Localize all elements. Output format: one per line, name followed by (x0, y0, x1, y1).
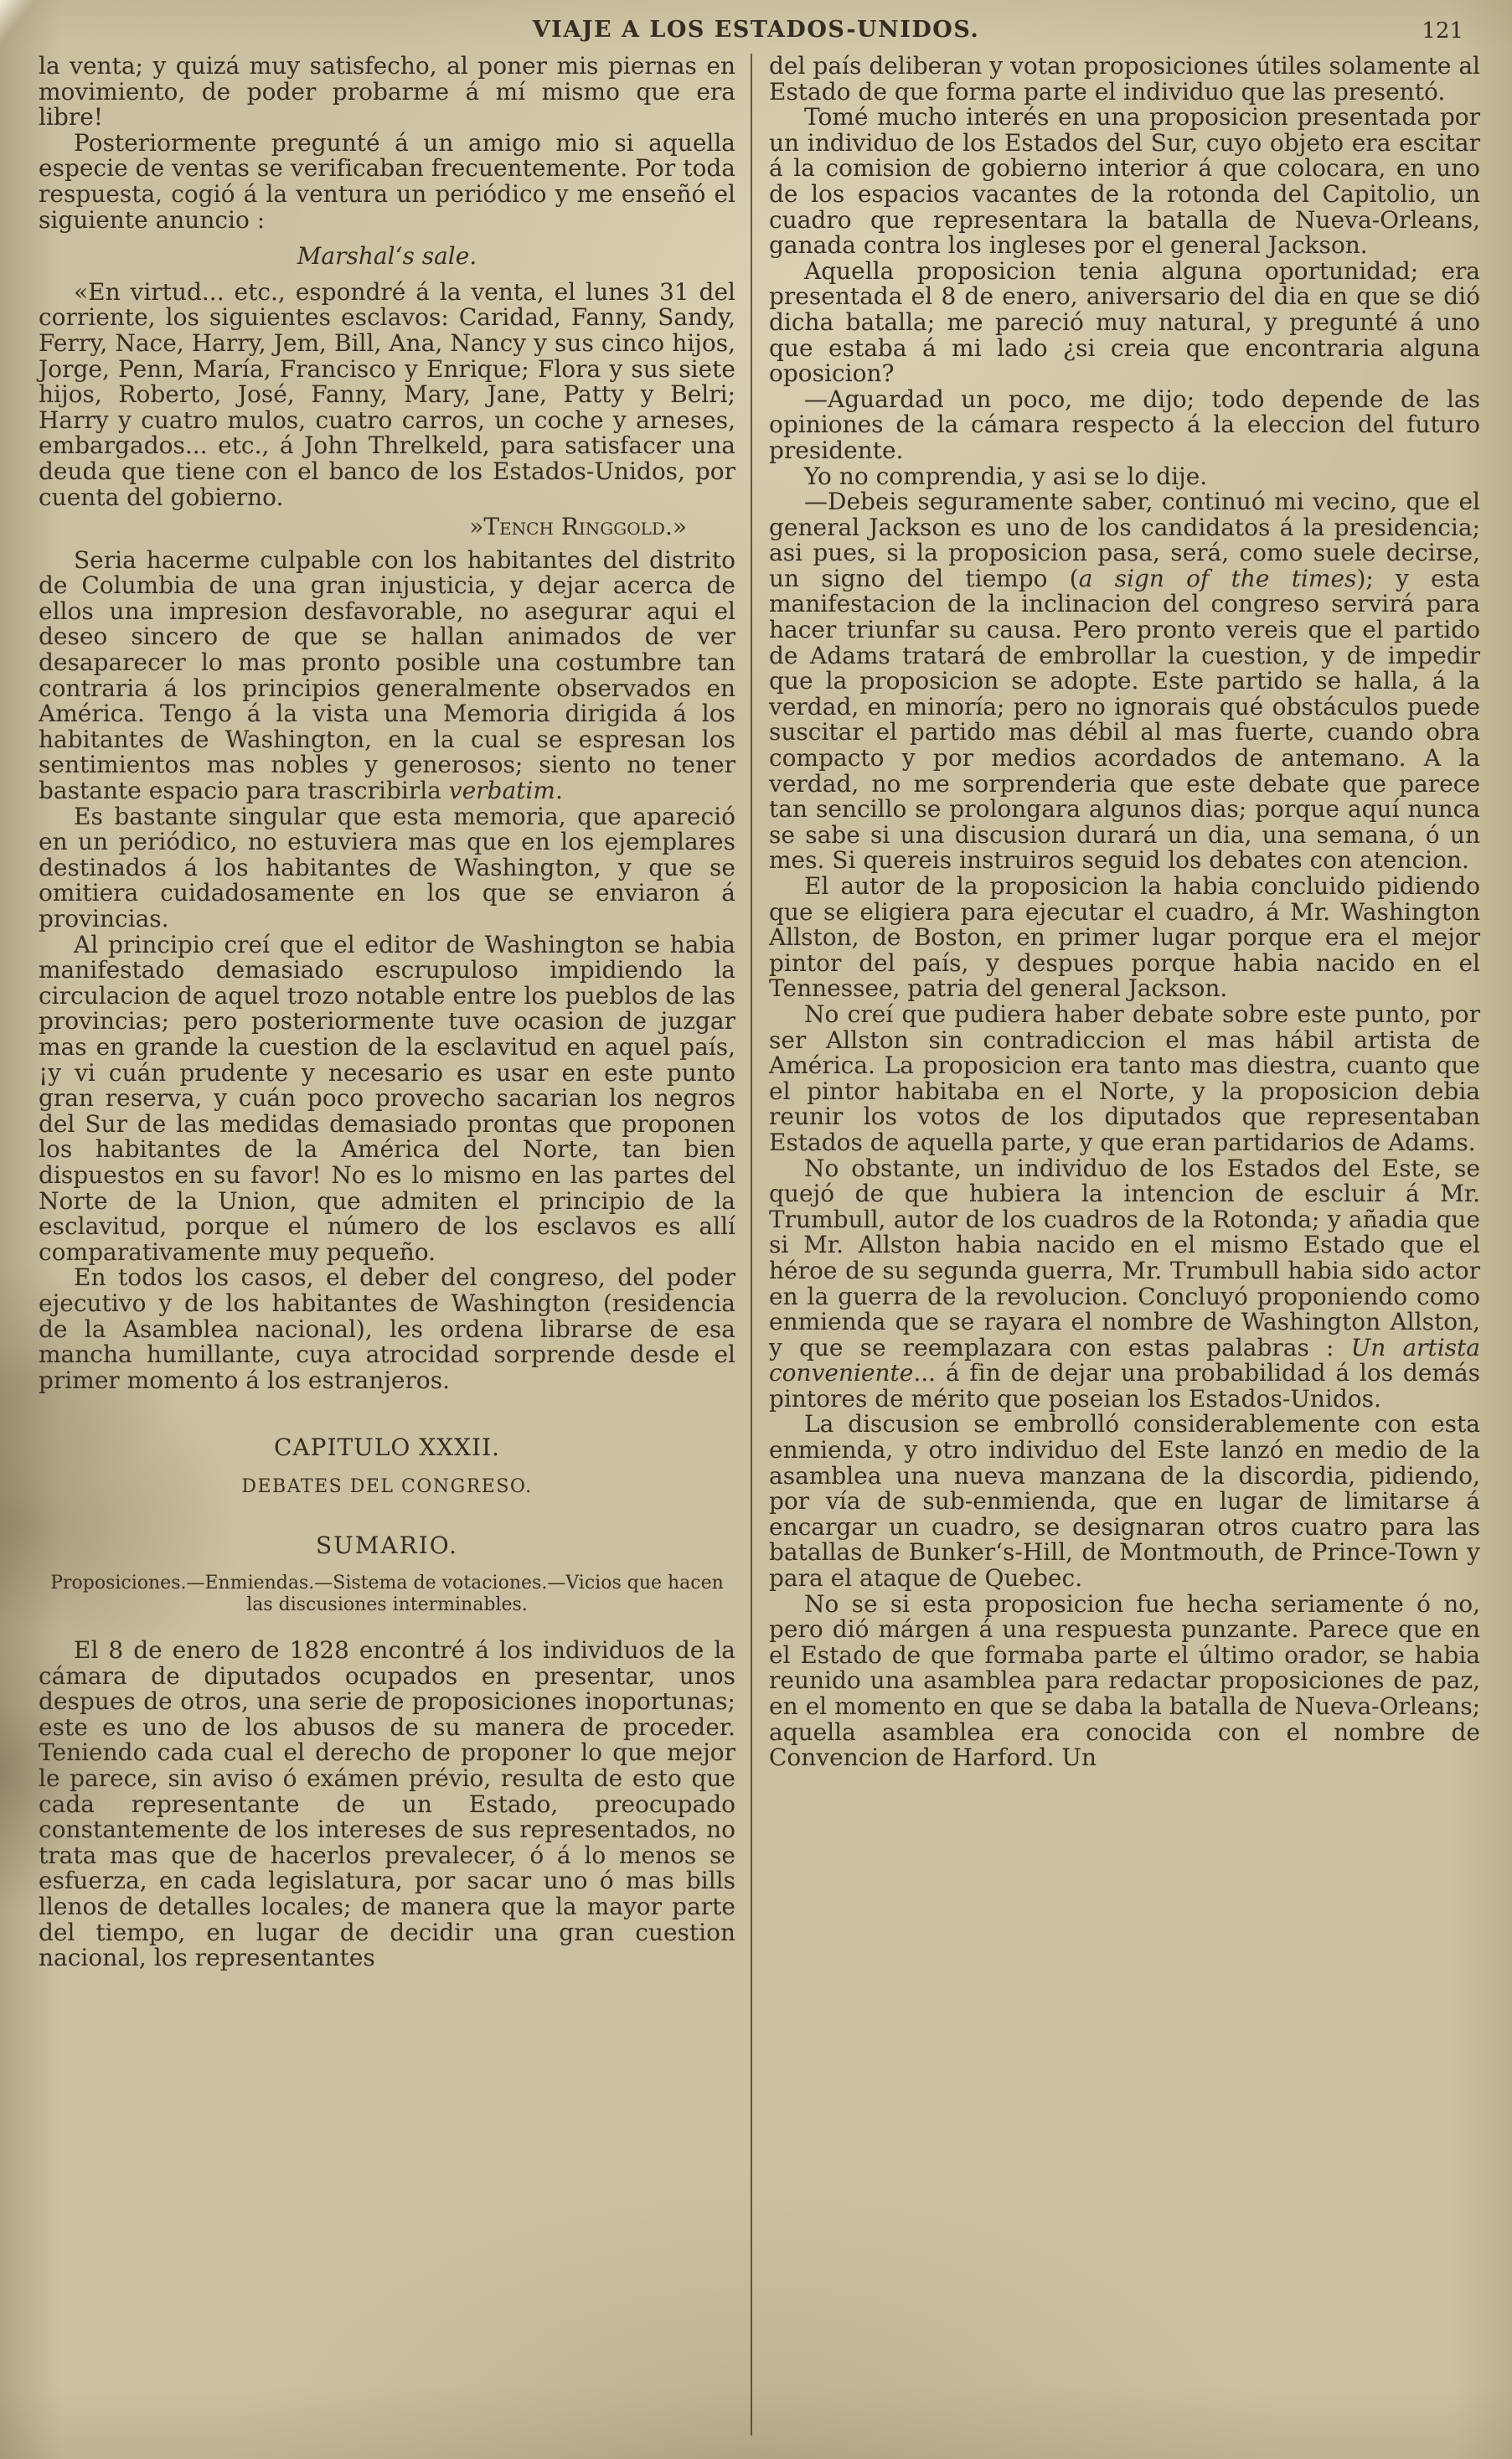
paragraph: del país deliberan y votan proposiciones útiles solamente al Estado de que forma parte el individuo que las presentó. (769, 52, 1480, 106)
page-number: 121 (1422, 18, 1463, 44)
paragraph: Aquella proposicion tenia alguna oportunidad; era presentada el 8 de enero, aniversario del dia en que se dió dicha batalla; me pareció muy natural, y pregunté á uno que estaba á mi lado ¿si creia que encontraria alguna oposicion? (769, 256, 1480, 388)
page-header (0, 17, 1512, 52)
paragraph: Posteriormente pregunté á un amigo mio si aquella especie de ventas se verificaban frecuentemente. Por toda respuesta, cogió á la ventura un periódico y me enseñó el siguiente anuncio : (39, 128, 735, 234)
sumario-heading: SUMARIO. (315, 1532, 459, 1560)
paragraph: «En virtud... etc., espondré á la venta, el lunes 31 del corriente, los siguientes esclavos: Caridad, Fanny, Sandy, Ferry, Nace, Harry, Jem, Bill, Ana, Nancy y sus cinco hijos, Jorge, Penn, María, Francisco y Enrique; Flora y sus siete hijos, Roberto, José, Fanny, Mary, Jane, Patty y Belri; Harry y cuatro mulos, cuatro carros, un coche y arneses, embargados... etc., á John Threlkeld, para satisfacer una deuda que tiene con el banco de los Estados-Unidos, por cuenta del gobierno. (39, 277, 735, 511)
paragraph: Seria hacerme culpable con los habitantes del distrito de Columbia de una gran injusticia, y dejar acerca de ellos una impresion desfavorable, no asegurar aqui el deseo sincero de que se hallan animados de ver desaparecer lo mas pronto posible una costumbre tan contraria á los principios generalmente observados en América. Tengo á la vista una Memoria dirigida á los habitantes de Washington, en la cual se espresan los sentimientos mas nobles y generosos; siento no tener bastante espacio para trascribirla verbatim. (39, 545, 735, 805)
paragraph: —Aguardad un poco, me dijo; todo depende de las opiniones de la cámara respecto á la eleccion del futuro presidente. (769, 385, 1480, 464)
left-column (39, 54, 744, 2436)
text-columns (39, 54, 1480, 2436)
running-title: VIAJE A LOS ESTADOS-UNIDOS. (532, 17, 980, 43)
paragraph: Yo no comprendia, y asi se lo dije. (804, 462, 1208, 490)
paragraph: No obstante, un individuo de los Estados del Este, se quejó de que hubiera la intencion de escluir á Mr. Trumbull, autor de los cuadros de la Rotonda; y añadia que si Mr. Allston habia nacido en el mismo Estado que el héroe de su segunda guerra, Mr. Trumbull habia sido actor en la guerra de la revolucion. Concluyó proponiendo como enmienda que se rayara el nombre de Washington Allston, y que se reemplazara con estas palabras : Un artista conveniente... á fin de dejar una probabilidad á los demás pintores de mérito que poseian los Estados-Unidos. (769, 1154, 1480, 1413)
column-divider (751, 54, 752, 2436)
chapter-heading: CAPITULO XXXII. (273, 1434, 501, 1462)
paragraph: El autor de la proposicion la habia concluido pidiendo que se eligiera para ejecutar el cuadro, á Mr. Washington Allston, de Boston, en primer lugar porque era el mejor pintor del país, y despues porque habia nacido en el Tennessee, patria del general Jackson. (769, 872, 1480, 1003)
sumario-note: Proposiciones.—Enmiendas.—Sistema de votaciones.—Vicios que hacen las discusiones interminables. (50, 1573, 724, 1616)
signature-line: »Tench Ringgold.» (469, 513, 687, 541)
paragraph: Es bastante singular que esta memoria, que apareció en un periódico, no estuviera mas que en los ejemplares destinados á los habitantes de Washington, y que se omitiera cuidadosamente en los que se enviaron á provincias. (39, 802, 735, 932)
paragraph: En todos los casos, el deber del congreso, del poder ejecutivo y de los habitantes de Washington (residencia de la Asamblea nacional), les ordena librarse de esa mancha humillante, cuya atrocidad sorprende desde el primer momento á los estranjeros. (39, 1263, 735, 1394)
paragraph: La discusion se embrolló considerablemente con esta enmienda, y otro individuo del Este lanzó en medio de la asamblea una nueva manzana de la discordia, pidiendo, por vía de sub-enmienda, que en lugar de limitarse á encargar un cuadro, se designaran otros cuatro para las batallas de Bunker‘s-Hill, de Montmouth, de Prince-Town y para el ataque de Quebec. (769, 1410, 1480, 1593)
paragraph: —Debeis seguramente saber, continuó mi vecino, que el general Jackson es uno de los candidatos á la presidencia; asi pues, si la proposicion pasa, será, como suele decirse, un signo del tiempo (a sign of the times); y esta manifestacion de la inclinacion del congreso servirá para hacer triunfar su causa. Pero pronto vereis que el partido de Adams tratará de embrollar la cuestion, y de impedir que la proposicion se adopte. Este partido se halla, á la verdad, en minoría; pero no ignorais qué obstáculos puede suscitar el partido mas débil al mas fuerte, cuando obra compacto y por medios acordados de antemano. A la verdad, no me sorprenderia que este debate que parece tan sencillo se prolongara algunos dias; porque aquí nunca se sabe si una discusion durará un dia, una semana, ó un mes. Si quereis instruiros seguid los debates con atencion. (769, 488, 1480, 875)
chapter-subheading: DEBATES DEL CONGRESO. (241, 1475, 533, 1497)
paragraph: No se si esta proposicion fue hecha seriamente ó no, pero dió márgen á una respuesta punzante. Parece que en el Estado de que formaba parte el último orador, se habia reunido una asamblea para redactar proposiciones de paz, en el momento en que se daba la batalla de Nueva-Orleans; aquella asamblea era conocida con el nombre de Convencion de Harford. Un (769, 1589, 1480, 1772)
paragraph: El 8 de enero de 1828 encontré á los individuos de la cámara de diputados ocupados en presentar, unos despues de otros, una serie de proposiciones inoportunas; este es uno de los abusos de su manera de proceder. Teniendo cada cual el derecho de proponer lo que mejor le parece, sin aviso ó exámen prévio, resulta de esto que cada representante de un Estado, preocupado constantemente de los intereses de sus representados, no trata mas que de hacerlos prevalecer, ó á lo menos se esfuerza, en cada legislatura, por sacar uno ó mas bills llenos de detalles locales; de manera que la mayor parte del tiempo, en lugar de decidir una gran cuestion nacional, los representantes (39, 1636, 735, 1972)
paragraph: Tomé mucho interés en una proposicion presentada por un individuo de los Estados del Sur, cuyo objeto era escitar á la comision de gobierno interior á que colocara, en uno de los espacios vacantes de la rotonda del Capitolio, un cuadro que representara la batalla de Nueva-Orleans, ganada contra los ingleses por el general Jackson. (769, 103, 1480, 260)
paragraph: Al principio creí que el editor de Washington se habia manifestado demasiado escrupuloso impidiendo la circulacion de aquel trozo notable entre los pueblos de las provincias; pero posteriormente tuve ocasion de juzgar mas en grande la cuestion de la esclavitud en aquel país, ¡y vi cuán prudente y necesario es usar en este punto gran reserva, y cuán poco provecho sacarian los negros del Sur de las medidas demasiado prontas que proponen los habitantes de la América del Norte, tan bien dispuestos en su favor! No es lo mismo en las partes del Norte de la Union, que admiten el principio de la esclavitud, porque el número de los esclavos es allí comparativamente muy pequeño. (39, 930, 735, 1266)
paragraph: la venta; y quizá muy satisfecho, al poner mis piernas en movimiento, de poder probarme á mí mismo que era libre! (39, 52, 735, 132)
right-column (759, 54, 1480, 2436)
notice-heading: Marshal‘s sale. (297, 242, 477, 271)
paragraph: No creí que pudiera haber debate sobre este punto, por ser Allston sin contradiccion el mas hábil artista de América. La proposicion era tanto mas diestra, cuanto que el pintor habitaba en el Norte, y la proposicion debia reunir los votos de los diputados que representaban Estados de aquella parte, y que eran partidarios de Adams. (769, 1000, 1480, 1156)
